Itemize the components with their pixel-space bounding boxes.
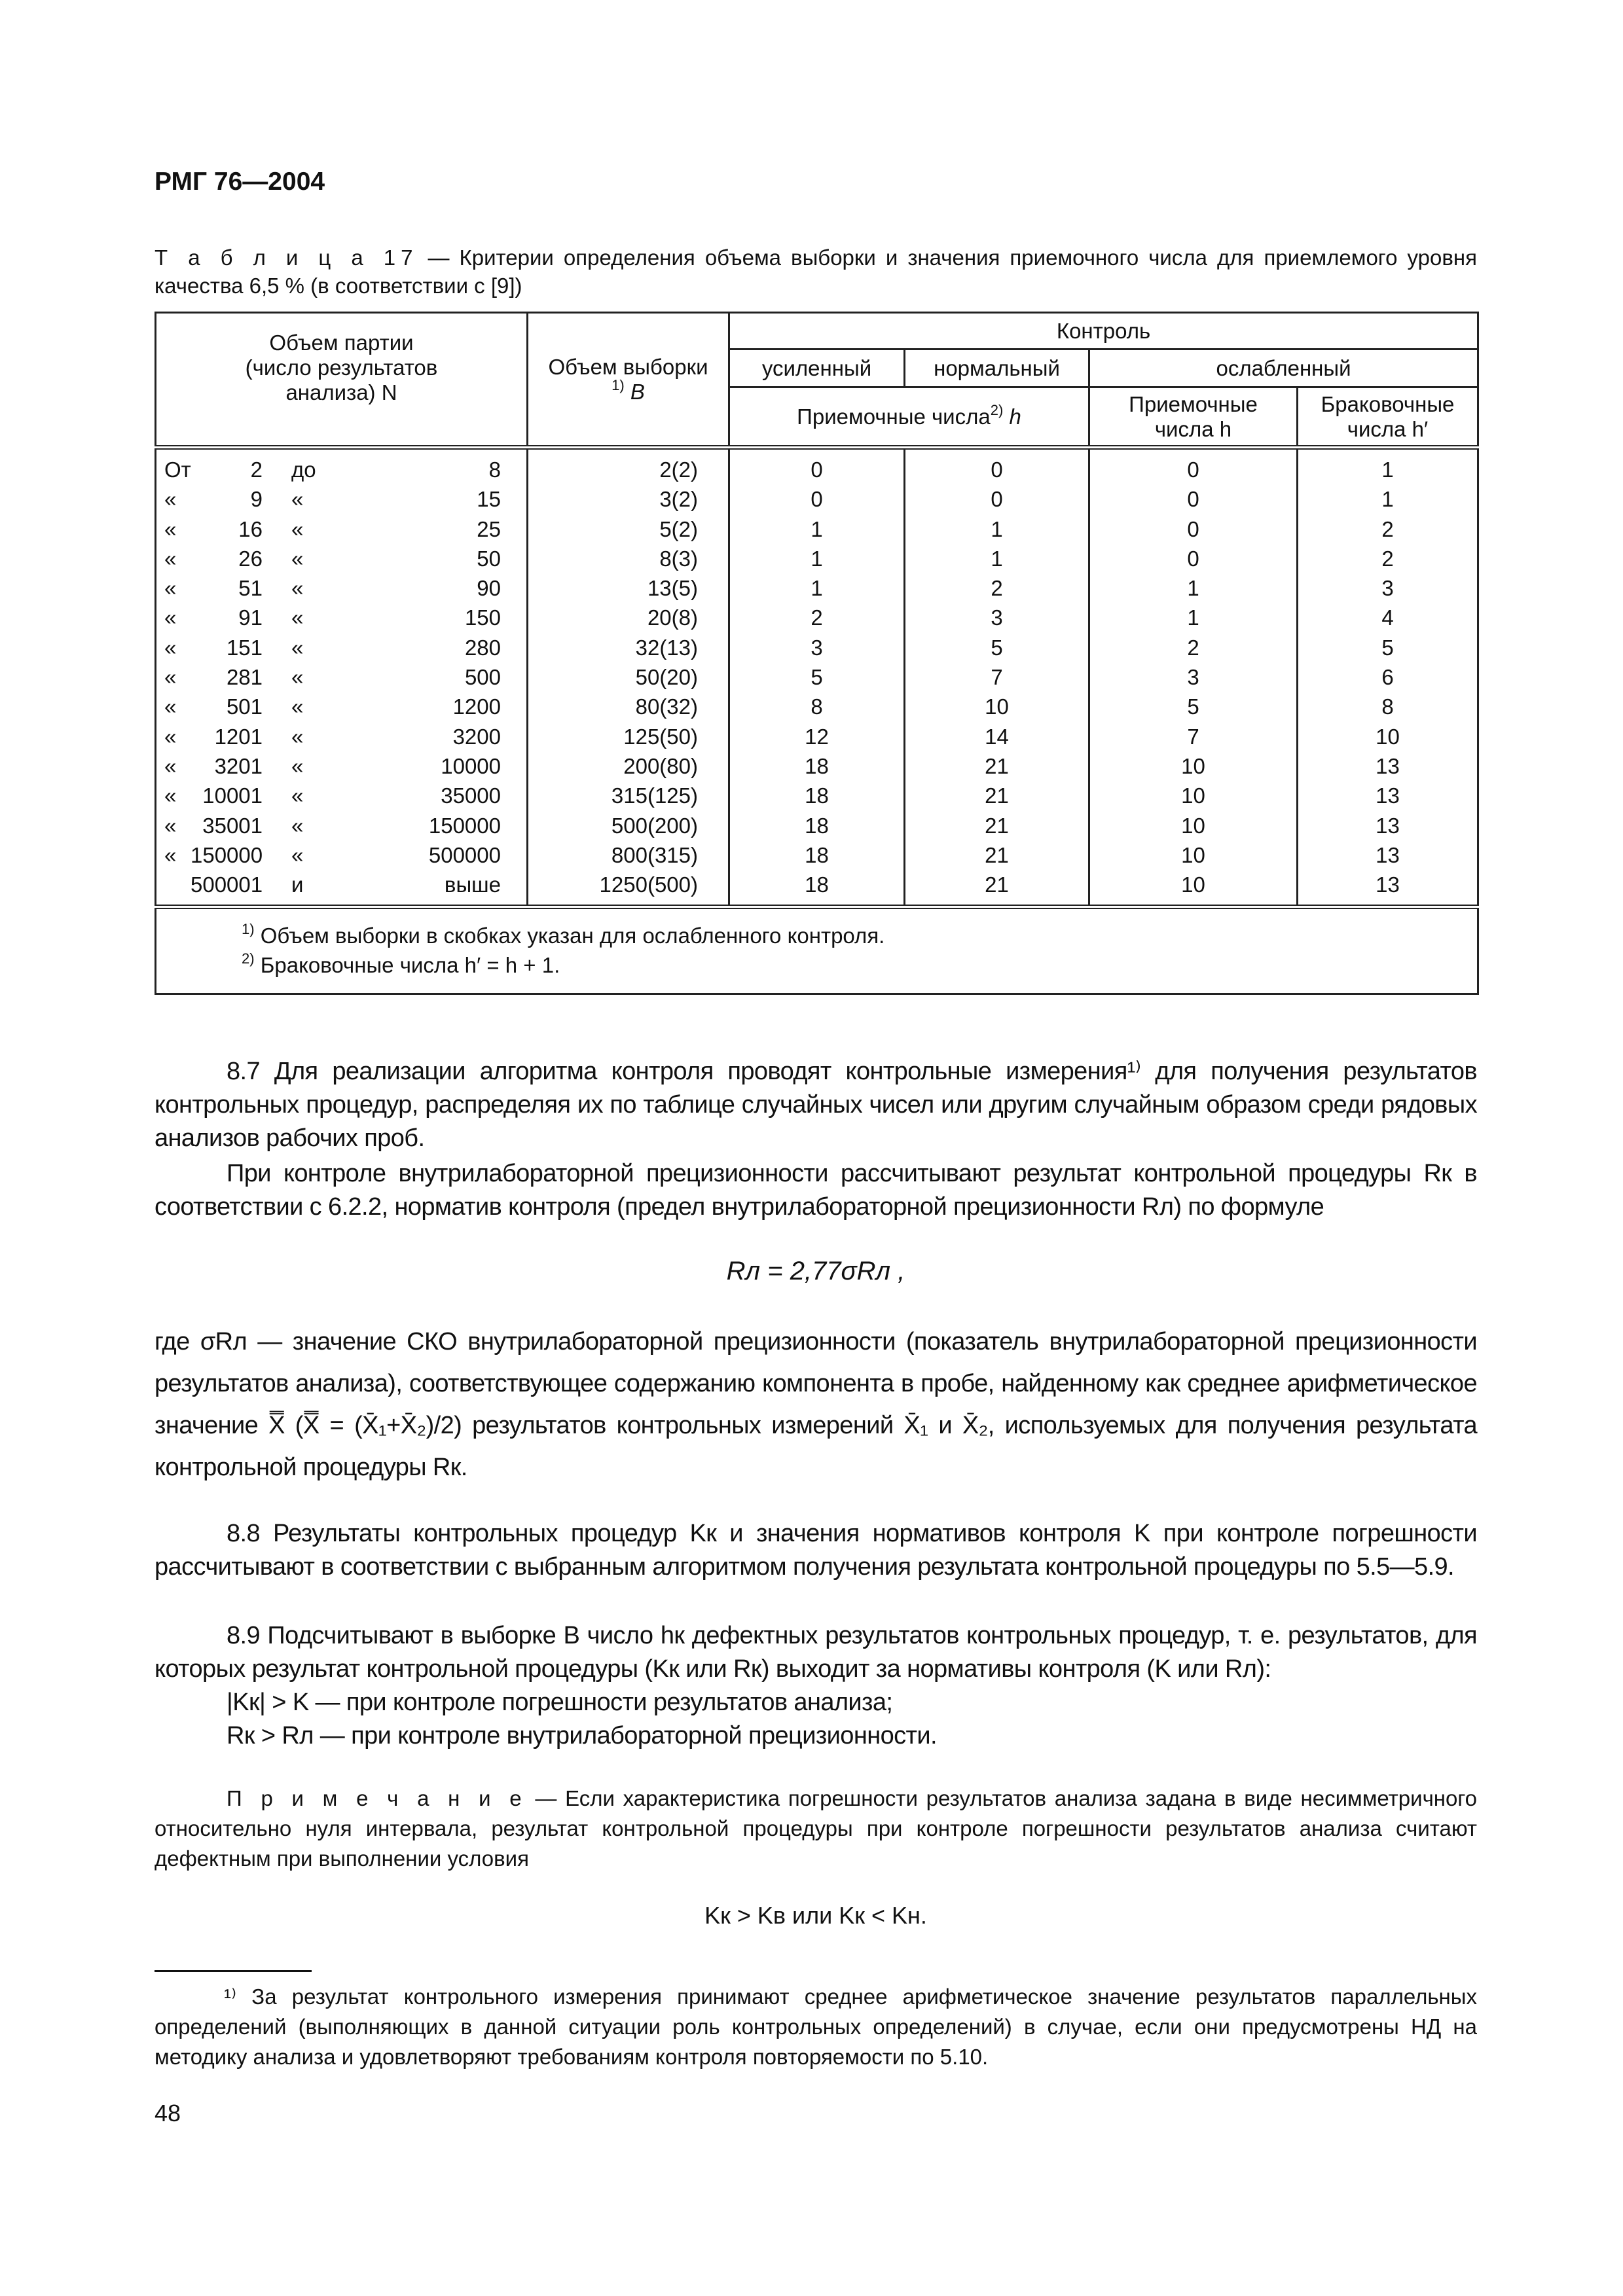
col-reduced-accept: Приемочные числа h (1089, 387, 1298, 448)
table-cell-red-acc: 0 (1187, 457, 1199, 482)
table-cell-red-acc: 0 (1187, 487, 1199, 512)
table-cell-sample: 20(8) (647, 605, 698, 630)
table-cell-tight: 18 (805, 813, 829, 838)
table-cell-normal: 14 (985, 724, 1009, 749)
table-caption-text: — Критерии определения объема выборки и значения приемочного числа для приемлемого уровня качества 6,5 % (в соответствии с [9]) (155, 245, 1477, 298)
lot-range-from-label: « (164, 605, 177, 630)
normal-column (905, 448, 1089, 907)
table-cell-tight: 0 (811, 457, 823, 482)
table-footnote-1: $^{1)}$ Объем выборки в скобках указан для ослабленного контроля. (242, 921, 885, 948)
lot-range (156, 514, 526, 544)
table-cell-sample: 800(315) (611, 842, 698, 867)
lot-range-from: 16 (238, 516, 263, 541)
table-cell-red-rej: 2 (1381, 516, 1394, 541)
lot-range-from: 500001 (191, 872, 263, 897)
table-cell-red-rej: 10 (1376, 724, 1400, 749)
lot-range-to: 3200 (452, 724, 501, 749)
table-cell-normal: 21 (985, 813, 1009, 838)
col-reduced-reject: Браковочные числа h′ (1298, 387, 1478, 448)
lot-range-from: 1201 (214, 724, 263, 749)
formula-rl: Rл = 2,77σRл , (726, 1257, 905, 1285)
lot-range-from-label: « (164, 665, 177, 690)
lot-range-from-label: От (164, 457, 191, 482)
lot-range-to-label: « (291, 842, 304, 867)
table-cell-sample: 8(3) (659, 546, 698, 571)
table-caption (155, 243, 1477, 300)
table-cell-sample: 3(2) (659, 487, 698, 512)
lot-range-to-label: до (291, 457, 316, 482)
lot-range (156, 455, 526, 484)
lot-range-to: 280 (464, 635, 501, 660)
paragraph-8-9: 8.9 Подсчитывают в выборке B число hк дефектных результатов контрольных процедур, т. е. результатов, для которых результат контрольной процедуры (Kк или Rк) выходит за нормативы контроля (K или Rл): (155, 1622, 1477, 1683)
table-cell-tight: 1 (811, 546, 823, 571)
table-cell-normal: 21 (985, 753, 1009, 778)
lot-range-from: 91 (238, 605, 263, 630)
lot-range (156, 573, 526, 603)
sample-column (528, 448, 729, 907)
table-cell-tight: 18 (805, 842, 829, 867)
table-cell-red-rej: 13 (1376, 783, 1400, 808)
table-cell-normal: 21 (985, 872, 1009, 897)
table-cell-red-rej: 13 (1376, 753, 1400, 778)
lot-range (156, 692, 526, 721)
lot-range-from: 2 (250, 457, 263, 482)
lot-range-from-label: « (164, 842, 177, 867)
table-cell-red-rej: 2 (1381, 546, 1394, 571)
table-cell-red-acc: 1 (1187, 576, 1199, 601)
table-cell-normal: 5 (991, 635, 1003, 660)
lot-range-from-label: « (164, 546, 177, 571)
table-cell-red-rej: 1 (1381, 457, 1394, 482)
lot-range-to-label: « (291, 694, 304, 719)
table-caption-label: Т а б л и ц а 17 (155, 245, 418, 270)
table-cell-tight: 18 (805, 872, 829, 897)
lot-range-from-label: « (164, 694, 177, 719)
lot-range-to: 150 (464, 605, 501, 630)
table-cell-sample: 315(125) (611, 783, 698, 808)
table-cell-sample: 200(80) (623, 753, 698, 778)
document-code: РМГ 76—2004 (155, 168, 325, 196)
table-cell-red-rej: 13 (1376, 872, 1400, 897)
table-cell-tight: 2 (811, 605, 823, 630)
lot-range-to-label: « (291, 635, 304, 660)
lot-range-from: 151 (226, 635, 263, 660)
lot-range (156, 544, 526, 573)
table-cell-normal: 7 (991, 665, 1003, 690)
table-cell-red-acc: 10 (1181, 753, 1205, 778)
col-normal: нормальный (905, 350, 1089, 387)
note (155, 1784, 1477, 1874)
table-cell-red-acc: 10 (1181, 813, 1205, 838)
col-reduced: ослабленный (1089, 350, 1478, 387)
table-cell-normal: 1 (991, 546, 1003, 571)
table-cell-normal: 21 (985, 783, 1009, 808)
col-control: Контроль (729, 313, 1478, 350)
document-page (155, 0, 1477, 2296)
page-number: 48 (155, 2100, 181, 2126)
table-cell-red-rej: 1 (1381, 487, 1394, 512)
lot-range-to-label: « (291, 665, 304, 690)
paragraph-8-8: 8.8 Результаты контрольных процедур Kк и значения нормативов контроля K при контроле погрешности рассчитывают в соответствии с выбранным алгоритмом получения результата контрольной процедуры по 5.5—5.9. (155, 1520, 1477, 1581)
lot-range-to: 35000 (441, 783, 501, 808)
lot-range-to-label: « (291, 783, 304, 808)
table-cell-normal: 10 (985, 694, 1009, 719)
table-cell-red-acc: 3 (1187, 665, 1199, 690)
lot-range-from: 9 (250, 487, 263, 512)
condition-error: |Kк| > K — при контроле погрешности результатов анализа; (227, 1689, 893, 1716)
table-cell-normal: 0 (991, 457, 1003, 482)
lot-range-from: 51 (238, 576, 263, 601)
lot-range-from-label (156, 870, 191, 899)
lot-range (156, 811, 526, 840)
lot-range-from: 10001 (202, 783, 263, 808)
table-cell-red-rej: 8 (1381, 694, 1394, 719)
lot-range-from: 3201 (214, 753, 263, 778)
lot-range-to: 15 (477, 487, 501, 512)
lot-range-from-label: « (164, 813, 177, 838)
reduced-accept-column (1089, 448, 1298, 907)
condition-precision: Rк > Rл — при контроле внутрилабораторной прецизионности. (227, 1722, 937, 1749)
table-cell-tight: 1 (811, 576, 823, 601)
lot-range (156, 603, 526, 632)
table-cell-sample: 500(200) (611, 813, 698, 838)
table-cell-normal: 21 (985, 842, 1009, 867)
lot-range-from: 35001 (202, 813, 263, 838)
col-accept-numbers: Приемочные числа$^{2)}$ h (729, 387, 1089, 448)
lot-range (156, 484, 526, 514)
table-cell-red-acc: 2 (1187, 635, 1199, 660)
table-cell-red-acc: 1 (1187, 605, 1199, 630)
lot-range-to: 50 (477, 546, 501, 571)
table-cell-red-acc: 5 (1187, 694, 1199, 719)
lot-range-from-label: « (164, 724, 177, 749)
table-cell-normal: 2 (991, 576, 1003, 601)
lot-range (156, 870, 526, 899)
lot-range-to-label: « (291, 576, 304, 601)
lot-range-to-label: « (291, 813, 304, 838)
lot-range-from: 281 (226, 665, 263, 690)
lot-range-to-label: « (291, 724, 304, 749)
table-cell-red-acc: 10 (1181, 842, 1205, 867)
table-cell-tight: 8 (811, 694, 823, 719)
lot-range (156, 722, 526, 751)
lot-range-to-label: « (291, 516, 304, 541)
tight-column (729, 448, 905, 907)
lot-range-to-label: « (291, 605, 304, 630)
lot-range-to: 8 (488, 457, 501, 482)
lot-range-to: выше (444, 872, 501, 897)
table-cell-sample: 32(13) (635, 635, 698, 660)
note-label: П р и м е ч а н и е (227, 1786, 527, 1810)
table-cell-sample: 125(50) (623, 724, 698, 749)
lot-range-to-label: « (291, 487, 304, 512)
table-cell-tight: 3 (811, 635, 823, 660)
lot-range-from-label: « (164, 635, 177, 660)
footnote-rule (155, 1970, 312, 1972)
lot-range-from-label: « (164, 753, 177, 778)
lot-range-from: 150000 (191, 842, 263, 867)
table-cell-normal: 0 (991, 487, 1003, 512)
table-cell-red-acc: 0 (1187, 546, 1199, 571)
table-cell-normal: 3 (991, 605, 1003, 630)
lot-range (156, 781, 526, 810)
lot-range-to-label: и (291, 872, 304, 897)
lot-range-to: 500 (464, 665, 501, 690)
table-cell-sample: 2(2) (659, 457, 698, 482)
table-cell-tight: 18 (805, 783, 829, 808)
table-cell-normal: 1 (991, 516, 1003, 541)
table-cell-red-rej: 6 (1381, 665, 1394, 690)
table-cell-red-acc: 10 (1181, 783, 1205, 808)
table-cell-tight: 5 (811, 665, 823, 690)
table-cell-red-rej: 3 (1381, 576, 1394, 601)
table-cell-sample: 50(20) (635, 665, 698, 690)
lot-range-from-label: « (164, 487, 177, 512)
lot-range (156, 662, 526, 692)
table-cell-sample: 5(2) (659, 516, 698, 541)
page-footnote: ¹⁾ За результат контрольного измерения принимают среднее арифметическое значение результатов параллельных определений (выполняющих в данной ситуации роль контрольных определений) в случае, если они предусмотрены НД на методику анализа и удовлетворяют требованиям контроля повторяемости по 5.10. (155, 1984, 1477, 2069)
table-cell-red-rej: 13 (1376, 842, 1400, 867)
lot-range (156, 840, 526, 870)
lot-range-from-label: « (164, 576, 177, 601)
col-tightened: усиленный (729, 350, 905, 387)
paragraph-8-7: 8.7 Для реализации алгоритма контроля проводят контрольные измерения¹⁾ для получения результатов контрольных процедур, распределяя их по таблице случайных чисел или другим случайным образом среди рядовых анализов рабочих проб. (155, 1058, 1477, 1152)
paragraph-where: где σRл — значение СКО внутрилабораторной прецизионности (показатель внутрилабораторной прецизионности результатов анализа), соответствующее содержанию компонента в пробе, найденному как среднее арифметическое значение X̿ (X̿ = (X̄₁+X̄₂)/2) результатов контрольных измерений X̄₁ и X̄₂, используемых для получения результата контрольной процедуры Rк. (155, 1328, 1477, 1481)
table-cell-sample: 13(5) (647, 576, 698, 601)
lot-range-from-label: « (164, 516, 177, 541)
col-sample-size: Объем выборки $^{1)}$ B (528, 313, 729, 448)
col-lot-size: Объем партии (число результатов анализа) N (156, 313, 528, 448)
note-text: — Если характеристика погрешности результатов анализа задана в виде несимметричного относительно нуля интервала, результат контрольной процедуры при контроле погрешности результатов анализа считают дефектным при выполнении условия (155, 1786, 1478, 1871)
table-footnotes (156, 907, 1478, 994)
table-cell-red-acc: 10 (1181, 872, 1205, 897)
table-cell-sample: 1250(500) (599, 872, 698, 897)
formula-k: Kк > Kв или Kк < Kн. (704, 1902, 927, 1929)
table-footnote-2: $^{2)}$ Браковочные числа h′ = h + 1. (242, 950, 560, 978)
table-cell-tight: 18 (805, 753, 829, 778)
lot-range-to: 10000 (441, 753, 501, 778)
table-cell-sample: 80(32) (635, 694, 698, 719)
lot-range-to: 500000 (428, 842, 501, 867)
lot-range-to: 90 (477, 576, 501, 601)
table-cell-red-rej: 4 (1381, 605, 1394, 630)
lot-range-from: 26 (238, 546, 263, 571)
lot-range-to: 150000 (428, 813, 501, 838)
table-cell-red-acc: 7 (1187, 724, 1199, 749)
acceptance-table (155, 312, 1479, 995)
lot-range-column (156, 448, 528, 907)
lot-range (156, 633, 526, 662)
lot-range (156, 751, 526, 781)
table-cell-tight: 0 (811, 487, 823, 512)
lot-range-to-label: « (291, 546, 304, 571)
lot-range-to: 25 (477, 516, 501, 541)
reduced-reject-column (1298, 448, 1478, 907)
lot-range-from: 501 (226, 694, 263, 719)
table-cell-red-acc: 0 (1187, 516, 1199, 541)
table-cell-red-rej: 5 (1381, 635, 1394, 660)
table-cell-tight: 1 (811, 516, 823, 541)
lot-range-to: 1200 (452, 694, 501, 719)
lot-range-from-label: « (164, 783, 177, 808)
table-cell-red-rej: 13 (1376, 813, 1400, 838)
lot-range-to-label: « (291, 753, 304, 778)
table-cell-tight: 12 (805, 724, 829, 749)
paragraph-8-7-precision: При контроле внутрилабораторной прецизионности рассчитывают результат контрольной процедуры Rк в соответствии с 6.2.2, норматив контроля (предел внутрилабораторной прецизионности Rл) по формуле (155, 1160, 1477, 1221)
